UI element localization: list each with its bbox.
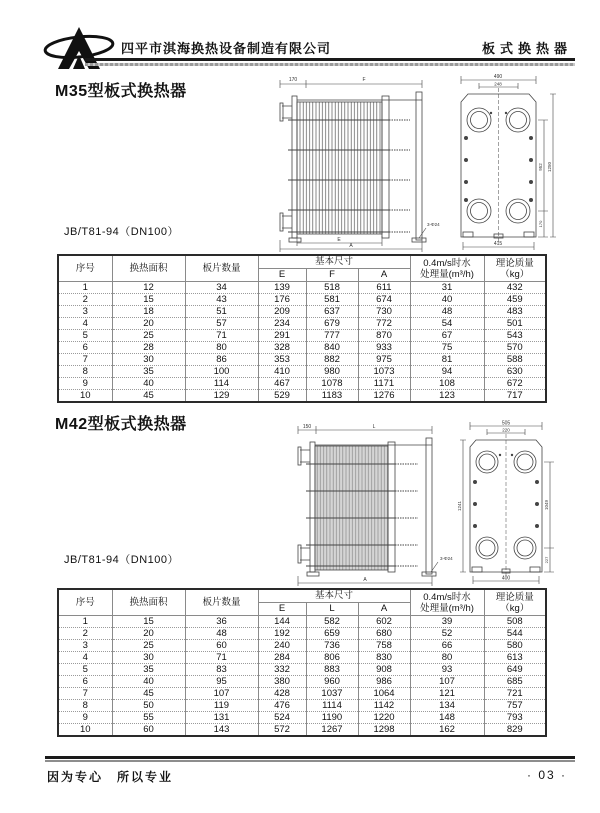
table-cell: 679 — [306, 318, 358, 330]
m35-technical-drawing — [276, 72, 578, 254]
table-cell: 192 — [258, 628, 306, 640]
col-header-mass-line1: 理论质量 — [495, 591, 534, 603]
col-header-water-line2: 处理量(m³/h) — [420, 268, 474, 280]
table-cell: 543 — [484, 330, 546, 342]
table-cell: 1298 — [358, 724, 410, 737]
col-header-E: E — [258, 603, 306, 616]
table-cell: 20 — [112, 628, 185, 640]
section-title-m35: M35型板式换热器 — [55, 83, 187, 100]
table-cell: 410 — [258, 366, 306, 378]
dim-label: A — [363, 577, 367, 583]
table-cell: 25 — [112, 640, 185, 652]
table-cell: 672 — [484, 378, 546, 390]
table-cell: 71 — [185, 330, 258, 342]
dim-label: 415 — [493, 241, 503, 247]
table-cell: 736 — [306, 640, 358, 652]
table-cell: 544 — [484, 628, 546, 640]
table-cell: 721 — [484, 688, 546, 700]
m42-spec-table — [57, 588, 547, 737]
table-cell: 234 — [258, 318, 306, 330]
table-cell: 51 — [185, 306, 258, 318]
col-header-F: F — [306, 269, 358, 282]
col-header-water-line1: 0.4m/s时水 — [423, 257, 471, 269]
table-cell: 524 — [258, 712, 306, 724]
table-cell: 40 — [112, 676, 185, 688]
table-cell: 975 — [358, 354, 410, 366]
table-cell: 793 — [484, 712, 546, 724]
table-cell: 8 — [58, 700, 112, 712]
table-cell: 43 — [185, 294, 258, 306]
table-cell: 908 — [358, 664, 410, 676]
col-header-A: A — [358, 269, 410, 282]
dim-label: 220 — [502, 427, 510, 433]
table-row — [58, 652, 546, 664]
table-cell: 960 — [306, 676, 358, 688]
dim-label: 400 — [501, 575, 511, 582]
table-cell: 86 — [185, 354, 258, 366]
table-cell: 5 — [58, 664, 112, 676]
table-cell: 48 — [185, 628, 258, 640]
table-cell: 7 — [58, 354, 112, 366]
table-cell: 674 — [358, 294, 410, 306]
table-cell: 432 — [484, 282, 546, 294]
table-cell: 139 — [258, 282, 306, 294]
col-header-area: 换热面积 — [112, 589, 185, 616]
table-row — [58, 628, 546, 640]
table-cell: 12 — [112, 282, 185, 294]
table-cell: 57 — [185, 318, 258, 330]
table-cell: 134 — [410, 700, 484, 712]
table-row — [58, 306, 546, 318]
table-cell: 840 — [306, 342, 358, 354]
table-cell: 1078 — [306, 378, 358, 390]
table-cell: 1064 — [358, 688, 410, 700]
m35-spec-table — [57, 254, 547, 403]
table-cell: 980 — [306, 366, 358, 378]
col-header-mass — [484, 255, 546, 282]
table-row — [58, 724, 546, 737]
dim-label: L — [372, 424, 376, 430]
table-cell: 6 — [58, 676, 112, 688]
table-row — [58, 616, 546, 628]
table-cell: 100 — [185, 366, 258, 378]
dim-label: 505 — [501, 420, 511, 427]
table-row — [58, 318, 546, 330]
table-cell: 518 — [306, 282, 358, 294]
header-rule — [85, 58, 575, 61]
table-cell: 4 — [58, 652, 112, 664]
table-cell: 806 — [306, 652, 358, 664]
dim-label: 1241 — [457, 500, 462, 512]
table-cell: 508 — [484, 616, 546, 628]
table-cell: 45 — [112, 390, 185, 403]
table-cell: 80 — [185, 342, 258, 354]
table-cell: 3 — [58, 640, 112, 652]
table-cell: 332 — [258, 664, 306, 676]
table-cell: 291 — [258, 330, 306, 342]
table-cell: 25 — [112, 330, 185, 342]
table-cell: 581 — [306, 294, 358, 306]
hole-callout: 3-Φ24 — [427, 222, 440, 227]
table-cell: 1114 — [306, 700, 358, 712]
table-cell: 209 — [258, 306, 306, 318]
table-cell: 467 — [258, 378, 306, 390]
m42-technical-drawing — [290, 420, 580, 588]
table-cell: 1220 — [358, 712, 410, 724]
table-cell: 8 — [58, 366, 112, 378]
table-cell: 71 — [185, 652, 258, 664]
table-cell: 830 — [358, 652, 410, 664]
table-cell: 1 — [58, 616, 112, 628]
table-cell: 3 — [58, 306, 112, 318]
table-cell: 30 — [112, 652, 185, 664]
dim-label: A — [349, 243, 353, 249]
table-cell: 55 — [112, 712, 185, 724]
table-cell: 81 — [410, 354, 484, 366]
table-cell: 240 — [258, 640, 306, 652]
standard-code-m42: JB/T81-94（DN100） — [64, 554, 179, 566]
dim-label: 248 — [494, 81, 502, 87]
table-row — [58, 378, 546, 390]
table-cell: 328 — [258, 342, 306, 354]
table-cell: 1190 — [306, 712, 358, 724]
table-row — [58, 294, 546, 306]
table-cell: 2 — [58, 294, 112, 306]
col-header-basic-dims: 基本尺寸 — [258, 589, 410, 603]
table-cell: 108 — [410, 378, 484, 390]
table-cell: 777 — [306, 330, 358, 342]
table-cell: 572 — [258, 724, 306, 737]
table-cell: 9 — [58, 712, 112, 724]
table-cell: 933 — [358, 342, 410, 354]
table-cell: 570 — [484, 342, 546, 354]
table-cell: 54 — [410, 318, 484, 330]
dim-label: 952 — [538, 163, 543, 171]
hole-callout: 3-Φ24 — [440, 556, 453, 561]
table-cell: 582 — [306, 616, 358, 628]
table-cell: 66 — [410, 640, 484, 652]
table-cell: 476 — [258, 700, 306, 712]
table-cell: 829 — [484, 724, 546, 737]
table-cell: 129 — [185, 390, 258, 403]
page-category-title: 板式换热器 — [481, 41, 572, 56]
table-cell: 60 — [112, 724, 185, 737]
table-row — [58, 700, 546, 712]
table-cell: 986 — [358, 676, 410, 688]
table-cell: 588 — [484, 354, 546, 366]
dim-label: 1250 — [547, 161, 552, 173]
table-row — [58, 390, 546, 403]
table-row — [58, 366, 546, 378]
table-cell: 380 — [258, 676, 306, 688]
table-cell: 1037 — [306, 688, 358, 700]
table-cell: 680 — [358, 628, 410, 640]
table-cell: 6 — [58, 342, 112, 354]
table-cell: 36 — [185, 616, 258, 628]
table-row — [58, 354, 546, 366]
table-cell: 28 — [112, 342, 185, 354]
table-cell: 659 — [306, 628, 358, 640]
table-cell: 48 — [410, 306, 484, 318]
col-header-index: 序号 — [58, 589, 112, 616]
table-cell: 353 — [258, 354, 306, 366]
dim-label: F — [362, 77, 366, 83]
table-cell: 18 — [112, 306, 185, 318]
table-cell: 7 — [58, 688, 112, 700]
table-cell: 121 — [410, 688, 484, 700]
table-cell: 1276 — [358, 390, 410, 403]
company-name: 四平市淇海换热设备制造有限公司 — [121, 41, 332, 56]
footer-rule — [45, 756, 575, 759]
table-cell: 717 — [484, 390, 546, 403]
table-cell: 34 — [185, 282, 258, 294]
table-cell: 123 — [410, 390, 484, 403]
table-cell: 176 — [258, 294, 306, 306]
table-cell: 758 — [358, 640, 410, 652]
table-cell: 649 — [484, 664, 546, 676]
table-cell: 31 — [410, 282, 484, 294]
table-cell: 602 — [358, 616, 410, 628]
table-cell: 39 — [410, 616, 484, 628]
footer-slogan: 因为专心 所以专业 — [47, 770, 174, 784]
table-cell: 143 — [185, 724, 258, 737]
table-cell: 611 — [358, 282, 410, 294]
col-header-water — [410, 255, 484, 282]
table-cell: 80 — [410, 652, 484, 664]
table-cell: 757 — [484, 700, 546, 712]
table-cell: 50 — [112, 700, 185, 712]
dim-label: E — [337, 237, 341, 243]
table-cell: 40 — [410, 294, 484, 306]
col-header-L: L — [306, 603, 358, 616]
table-cell: 284 — [258, 652, 306, 664]
dim-label: 170 — [288, 77, 298, 83]
table-cell: 114 — [185, 378, 258, 390]
table-cell: 1 — [58, 282, 112, 294]
company-logo-icon — [42, 25, 116, 75]
header-rule-shadow — [85, 63, 575, 66]
page-number: · 03 · — [526, 768, 567, 782]
table-cell: 637 — [306, 306, 358, 318]
dim-label: 170 — [538, 220, 543, 228]
col-header-index: 序号 — [58, 255, 112, 282]
table-row — [58, 664, 546, 676]
footer-rule-shadow — [45, 760, 575, 762]
table-cell: 882 — [306, 354, 358, 366]
table-cell: 144 — [258, 616, 306, 628]
table-cell: 772 — [358, 318, 410, 330]
table-cell: 501 — [484, 318, 546, 330]
section-title-m42: M42型板式换热器 — [55, 416, 187, 433]
col-header-E: E — [258, 269, 306, 282]
table-cell: 529 — [258, 390, 306, 403]
table-cell: 107 — [410, 676, 484, 688]
table-cell: 9 — [58, 378, 112, 390]
dim-label: 1049 — [544, 499, 549, 511]
table-cell: 483 — [484, 306, 546, 318]
table-cell: 730 — [358, 306, 410, 318]
table-cell: 1142 — [358, 700, 410, 712]
table-cell: 428 — [258, 688, 306, 700]
table-cell: 148 — [410, 712, 484, 724]
table-cell: 1073 — [358, 366, 410, 378]
table-cell: 630 — [484, 366, 546, 378]
table-row — [58, 342, 546, 354]
col-header-water — [410, 589, 484, 616]
table-cell: 131 — [185, 712, 258, 724]
table-cell: 35 — [112, 664, 185, 676]
standard-code-m35: JB/T81-94（DN100） — [64, 226, 179, 238]
table-cell: 45 — [112, 688, 185, 700]
table-row — [58, 712, 546, 724]
table-cell: 75 — [410, 342, 484, 354]
table-row — [58, 676, 546, 688]
col-header-area: 换热面积 — [112, 255, 185, 282]
dim-label: 150 — [302, 424, 312, 430]
table-cell: 580 — [484, 640, 546, 652]
table-cell: 94 — [410, 366, 484, 378]
table-cell: 459 — [484, 294, 546, 306]
table-cell: 613 — [484, 652, 546, 664]
col-header-mass-line1: 理论质量 — [495, 257, 534, 269]
col-header-A: A — [358, 603, 410, 616]
table-cell: 40 — [112, 378, 185, 390]
table-cell: 15 — [112, 294, 185, 306]
table-cell: 4 — [58, 318, 112, 330]
table-cell: 883 — [306, 664, 358, 676]
table-cell: 10 — [58, 724, 112, 737]
col-header-plates: 板片数量 — [185, 589, 258, 616]
table-cell: 2 — [58, 628, 112, 640]
col-header-water-line1: 0.4m/s时水 — [423, 591, 471, 603]
table-row — [58, 688, 546, 700]
table-cell: 35 — [112, 366, 185, 378]
table-cell: 10 — [58, 390, 112, 403]
col-header-plates: 板片数量 — [185, 255, 258, 282]
table-cell: 15 — [112, 616, 185, 628]
col-header-water-line2: 处理量(m³/h) — [420, 602, 474, 614]
table-cell: 30 — [112, 354, 185, 366]
table-cell: 93 — [410, 664, 484, 676]
table-row — [58, 640, 546, 652]
table-cell: 5 — [58, 330, 112, 342]
table-cell: 52 — [410, 628, 484, 640]
table-cell: 119 — [185, 700, 258, 712]
table-cell: 95 — [185, 676, 258, 688]
table-cell: 67 — [410, 330, 484, 342]
table-cell: 60 — [185, 640, 258, 652]
table-cell: 20 — [112, 318, 185, 330]
table-cell: 685 — [484, 676, 546, 688]
table-row — [58, 282, 546, 294]
col-header-mass — [484, 589, 546, 616]
table-cell: 83 — [185, 664, 258, 676]
table-cell: 1267 — [306, 724, 358, 737]
table-cell: 870 — [358, 330, 410, 342]
table-cell: 107 — [185, 688, 258, 700]
dim-label: 227 — [544, 556, 549, 564]
table-cell: 1171 — [358, 378, 410, 390]
dim-label: 490 — [493, 74, 503, 80]
col-header-mass-line2: （kg） — [500, 602, 530, 614]
col-header-mass-line2: （kg） — [500, 268, 530, 280]
table-cell: 162 — [410, 724, 484, 737]
table-cell: 1183 — [306, 390, 358, 403]
table-row — [58, 330, 546, 342]
col-header-basic-dims: 基本尺寸 — [258, 255, 410, 269]
